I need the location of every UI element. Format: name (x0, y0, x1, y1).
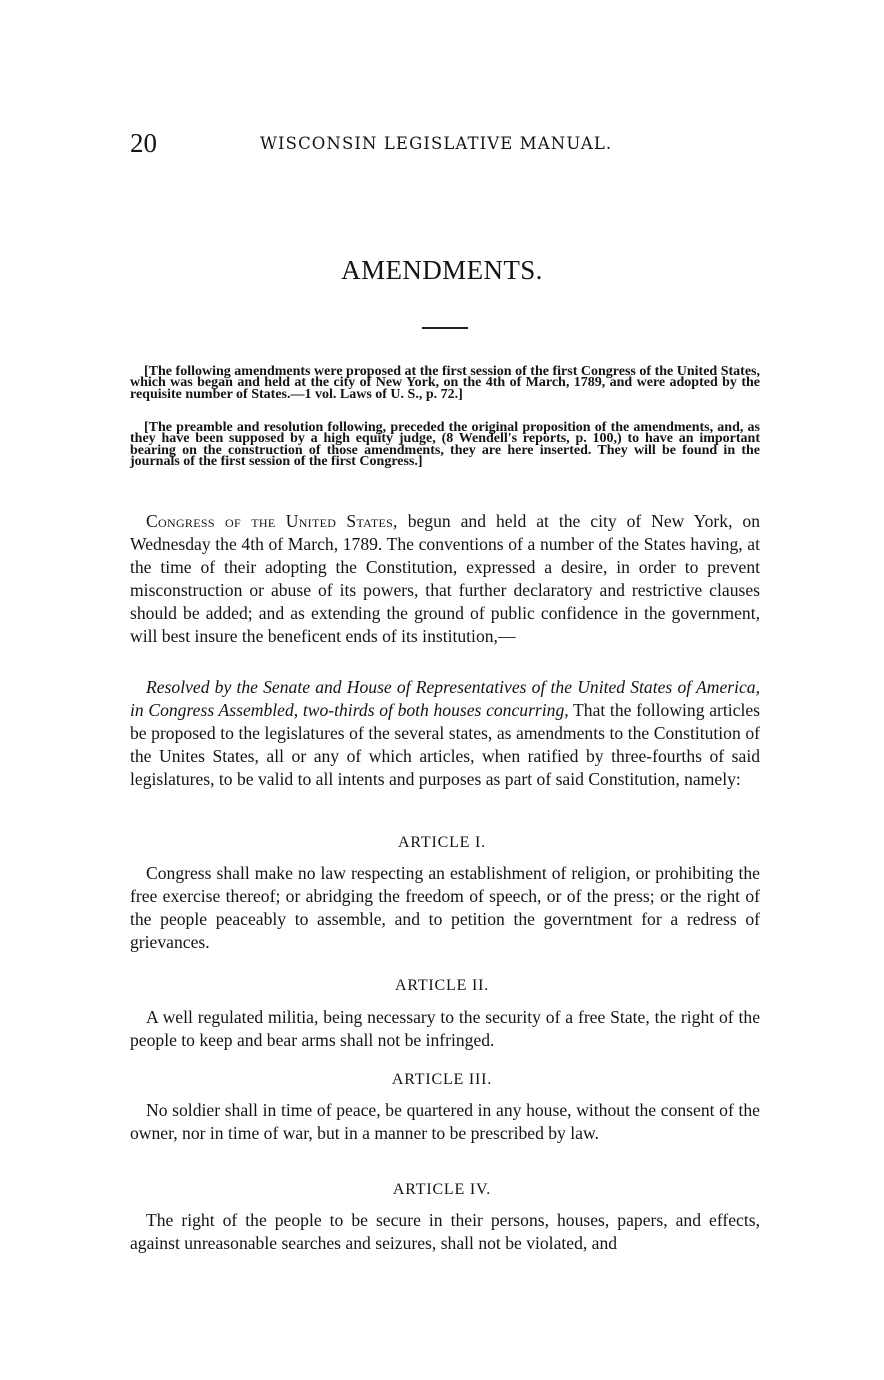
resolution-text: That the following articles be proposed to the legislatures of the several states, as amendments to the Constitution of the Unites States, all or any of which articles, when ratified by three-fourths of said legislatures, to be valid to all intents and purposes as part of said Constitution, namely: (130, 700, 760, 790)
page-number: 20 (130, 128, 157, 158)
preamble-paragraph (130, 510, 760, 649)
article-1-text (130, 862, 760, 954)
editorial-note-text: [The preamble and resolution following, preceded the original proposition of the amendments, and, as they have been supposed by a high equity judge, (8 Wendell's reports, p. 100,) to have an important bearing on the construction of those amendments, they are here inserted. They will be found in the journals of the first session of the first Congress.] (130, 420, 760, 469)
article-2-text (130, 1006, 760, 1052)
title-rule-divider (422, 327, 468, 329)
section-title: AMENDMENTS. (341, 255, 543, 285)
editorial-note-1 (130, 366, 760, 400)
preamble-text: begun and held at the city of New York, on Wednesday the 4th of March, 1789. The conventions of a number of the States having, at the time of their adopting the Constitution, expressed a desire, in order to prevent misconstruction or abuse of its powers, that further declaratory and restrictive clauses should be added; and as extending the ground of public confidence in the government, will best insure the beneficent ends of its institution,— (130, 511, 760, 647)
article-text: The right of the people to be secure in their persons, houses, papers, and effects, against unreasonable searches and seizures, shall not be violated, and (130, 1210, 760, 1254)
article-3-text (130, 1099, 760, 1145)
running-header (130, 128, 760, 158)
article-2-heading: ARTICLE II. (394, 977, 490, 994)
editorial-note-2 (130, 422, 760, 467)
article-text: Congress shall make no law respecting an establishment of religion, or prohibiting the free exercise thereof; or abridging the freedom of speech, or of the press; or the right of the people peaceably to assemble, and to petition the governtment for a redress of grievances. (130, 863, 760, 953)
article-text: A well regulated militia, being necessary to the security of a free State, the right of the people to keep and bear arms shall not be infringed. (130, 1007, 760, 1051)
resolution-paragraph (130, 676, 760, 791)
article-3-heading: ARTICLE III. (391, 1071, 493, 1088)
article-1-heading: ARTICLE I. (398, 834, 486, 851)
editorial-note-text: [The following amendments were proposed at the first session of the first Congress of the United States, which was began and held at the city of New York, on the 4th of March, 1789, and were adopted by the requisite number of States.—1 vol. Laws of U. S., p. 72.] (130, 364, 760, 402)
article-4-text (130, 1209, 760, 1255)
resolution-lead: Resolved by the Senate and House of Representatives of the United States of America, in Congress Assembled, two-thirds of both houses concurring, (130, 677, 760, 721)
article-4-heading: ARTICLE IV. (392, 1181, 492, 1198)
running-title: WISCONSIN LEGISLATIVE MANUAL. (260, 134, 613, 153)
article-text: No soldier shall in time of peace, be quartered in any house, without the consent of the owner, nor in time of war, but in a manner to be prescribed by law. (130, 1100, 760, 1144)
preamble-lead: Congress of the United States, (146, 511, 398, 531)
